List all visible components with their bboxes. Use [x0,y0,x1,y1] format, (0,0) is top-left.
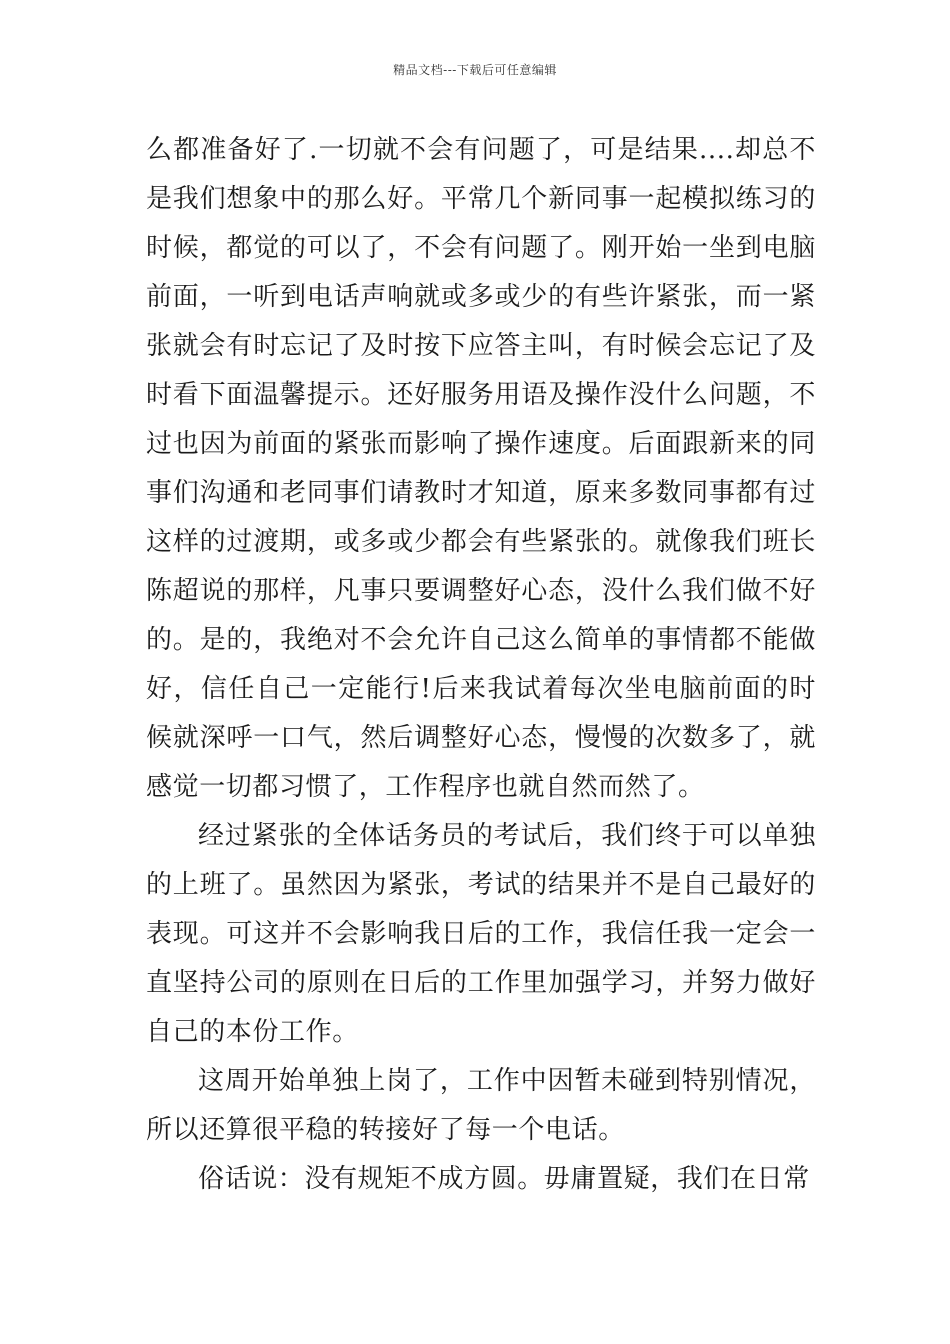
document-body [146,126,816,1204]
paragraph-2: 经过紧张的全体话务员的考试后，我们终于可以单独的上班了。虽然因为紧张，考试的结果并不是自己最好的表现。可这并不会影响我日后的工作，我信任我一定会一直坚持公司的原则在日后的工作里加强学习，并努力做好自己的本份工作。 [146,821,816,1047]
paragraph-3: 这周开始单独上岗了，工作中因暂未碰到特别情况，所以还算很平稳的转接好了每一个电话。 [146,1066,816,1145]
paragraph-1: 么都准备好了.一切就不会有问题了，可是结果....却总不是我们想象中的那么好。平常几个新同事一起模拟练习的时候，都觉的可以了，不会有问题了。刚开始一坐到电脑前面，一听到电话声响就或多或少的有些许紧张，而一紧张就会有时忘记了及时按下应答主叫，有时候会忘记了及时看下面温馨提示。还好服务用语及操作没什么问题，不过也因为前面的紧张而影响了操作速度。后面跟新来的同事们沟通和老同事们请教时才知道，原来多数同事都有过这样的过渡期，或多或少都会有些紧张的。就像我们班长陈超说的那样，凡事只要调整好心态，没什么我们做不好的。是的，我绝对不会允许自己这么简单的事情都不能做好，信任自己一定能行!后来我试着每次坐电脑前面的时候就深呼一口气，然后调整好心态，慢慢的次数多了，就感觉一切都习惯了，工作程序也就自然而然了。 [146,135,816,802]
page-header: 精品文档---下载后可任意编辑 [393,63,557,77]
paragraph-4: 俗话说：没有规矩不成方圆。毋庸置疑，我们在日常 [198,1164,810,1194]
